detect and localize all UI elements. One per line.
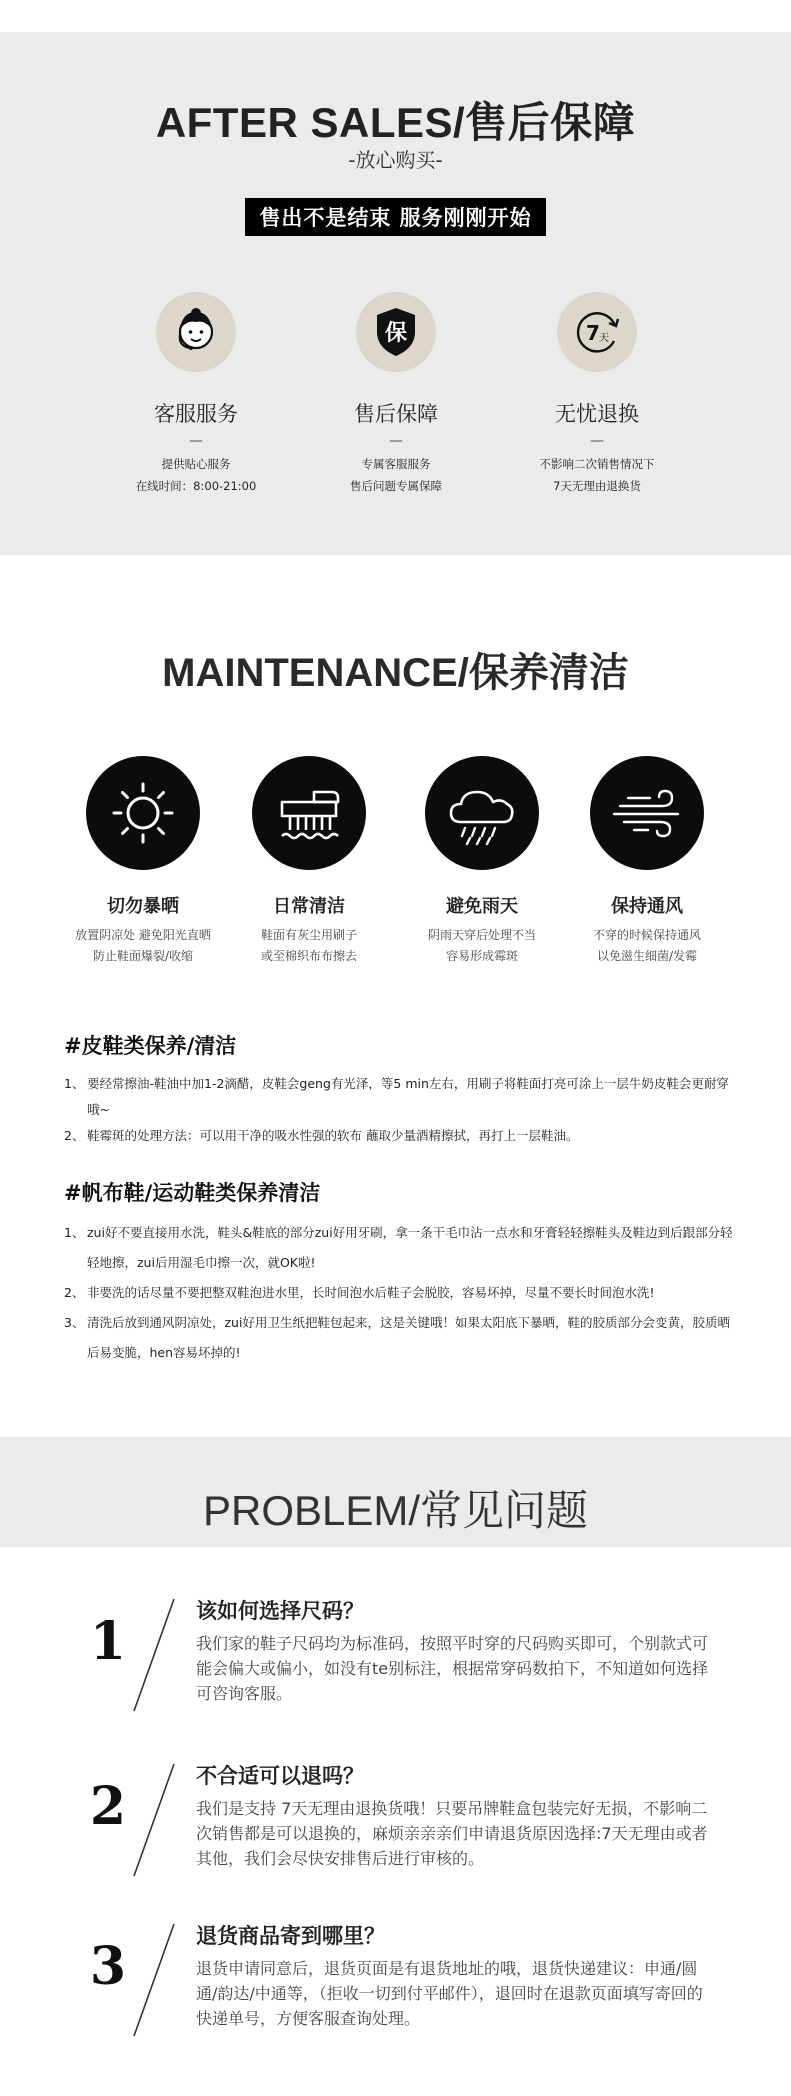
brush-icon xyxy=(252,756,366,870)
customer-service-icon xyxy=(156,292,236,372)
sun-icon xyxy=(86,756,200,870)
svg-text:保: 保 xyxy=(384,321,408,346)
faq-question: 退货商品寄到哪里？ xyxy=(196,1924,385,1948)
care-item-sun: 切勿暴晒 放置阴凉处 避免阳光直晒 防止鞋面爆裂/收缩 xyxy=(53,756,233,964)
canvas-care-rules xyxy=(64,1218,740,1368)
service-title: 无忧退换 xyxy=(555,402,639,426)
problem-title: PROBLEM/常见问题 xyxy=(202,1487,589,1534)
list-item: 1、 zui好不要直接用水洗，鞋头&鞋底的部分zui好用牙刷，拿一条干毛巾沾一点水和牙膏轻轻擦鞋头及鞋边到后跟部分轻轻地擦，zui后用湿毛巾擦一次，就OK啦! xyxy=(64,1225,733,1270)
rain-cloud-icon xyxy=(425,756,539,870)
care-item-wind: 保持通风 不穿的时候保持通风 以免滋生细菌/发霉 xyxy=(557,756,737,964)
list-item: 1、 要经常擦油-鞋油中加1-2滴醋，皮鞋会geng有光泽，等5 min左右，用刷子将鞋面打亮可涂上一层牛奶皮鞋会更耐穿哦~ xyxy=(64,1076,729,1117)
canvas-care-heading: #帆布鞋/运动鞋类保养清洁 xyxy=(64,1181,321,1205)
slash-divider xyxy=(128,1595,178,1715)
service-title: 客服服务 xyxy=(154,402,238,426)
list-item: 2、 鞋霉斑的处理方法：可以用干净的吸水性强的软布 蘸取少量酒精擦拭，再打上一层鞋油。 xyxy=(64,1128,579,1143)
svg-text:7: 7 xyxy=(586,321,600,345)
leather-care-rules xyxy=(64,1071,740,1149)
list-item: 3、 清洗后放到通风阴凉处，zui好用卫生纸把鞋包起来，这是关键哦！如果太阳底下暴晒，鞋的胶质部分会变黄，胶质晒后易变脆，hen容易坏掉的! xyxy=(64,1315,730,1360)
slash-divider xyxy=(128,1920,178,2040)
faq-answer: 我们是支持 7天无理由退换货哦！只要吊牌鞋盒包装完好无损，不影响二次销售都是可以退换的，麻烦亲亲亲们申请退货原因选择:7天无理由或者其他，我们会尽快安排售后进行审核的。 xyxy=(196,1799,708,1868)
faq-item-return xyxy=(0,1760,791,1890)
faq-item-size xyxy=(0,1595,791,1725)
after-sales-subtitle: -放心购买- xyxy=(348,148,443,172)
service-customer: 客服服务 — 提供贴心服务 在线时间：8:00-21:00 xyxy=(86,292,306,494)
faq-answer: 我们家的鞋子尺码均为标准码，按照平时穿的尺码购买即可，个别款式可能会偏大或偏小，如没有te别标注，根据常穿码数拍下，不知道如何选择可咨询客服。 xyxy=(196,1634,709,1703)
faq-number: 1 xyxy=(89,1611,127,1672)
guarantee-shield-icon xyxy=(356,292,436,372)
care-item-brush: 日常清洁 鞋面有灰尘用刷子 或至棉织布布擦去 xyxy=(219,756,399,964)
after-sales-section xyxy=(0,32,791,555)
after-sales-title: AFTER SALES/售后保障 xyxy=(155,99,636,146)
faq-question: 不合适可以退吗？ xyxy=(196,1764,364,1788)
list-item: 2、 非要洗的话尽量不要把整双鞋泡进水里，长时间泡水后鞋子会脱胶，容易坏掉，尽量不要长时间泡水洗! xyxy=(64,1285,655,1300)
after-sales-banner: 售出不是结束 服务刚刚开始 xyxy=(245,198,545,236)
service-title: 售后保障 xyxy=(354,402,438,426)
leather-care-heading: #皮鞋类保养/清洁 xyxy=(64,1034,237,1058)
faq-question: 该如何选择尺码？ xyxy=(196,1599,364,1623)
seven-day-return-icon xyxy=(557,292,637,372)
service-return: 7 天 无忧退换 — 不影响二次销售情况下 7天无理由退换货 xyxy=(487,292,707,494)
faq-answer: 退货申请同意后，退货页面是有退货地址的哦，退货快递建议：申通/圆通/韵达/中通等，（拒收一切到付平邮件），退回时在退款页面填写寄回的快递单号，方便客服查询处理。 xyxy=(196,1959,703,2028)
care-item-rain: 避免雨天 阴雨天穿后处理不当 容易形成霉斑 xyxy=(392,756,572,964)
faq-number: 2 xyxy=(89,1776,127,1837)
service-guarantee: 保 售后保障 — 专属客服服务 售后问题专属保障 xyxy=(286,292,506,494)
svg-text:天: 天 xyxy=(599,333,609,344)
slash-divider xyxy=(128,1760,178,1880)
faq-item-address xyxy=(0,1920,791,2050)
wind-icon xyxy=(590,756,704,870)
faq-number: 3 xyxy=(89,1936,127,1997)
maintenance-title: MAINTENANCE/保养清洁 xyxy=(162,651,629,695)
